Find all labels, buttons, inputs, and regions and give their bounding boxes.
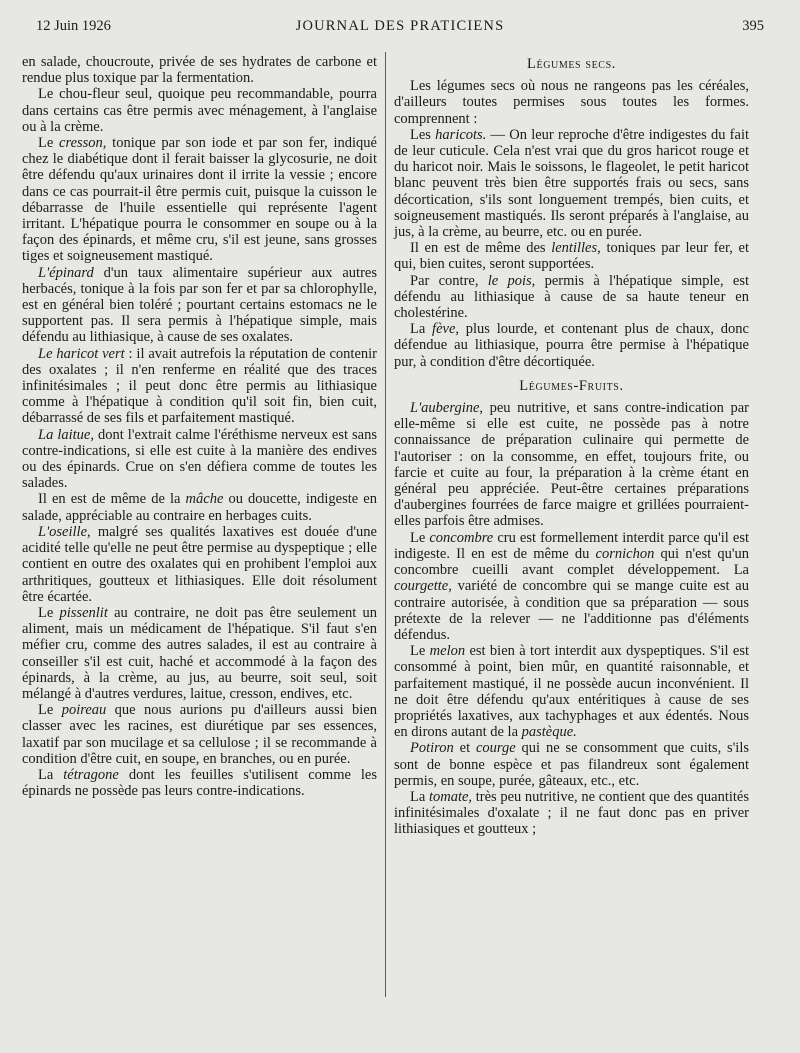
term-cresson: cresson, — [59, 135, 107, 152]
term-cornichon: cornichon — [595, 545, 655, 562]
term-haricots: haricots. — [435, 126, 487, 143]
paragraph-text: Le — [38, 135, 60, 152]
paragraph — [22, 86, 377, 135]
paragraph — [394, 530, 749, 643]
paragraph — [394, 789, 749, 838]
paragraph-text: permis à l'hépatique simple, est défendu au lithiasique à cause de sa haute teneur en cholestérine. — [394, 272, 749, 322]
paragraph-text: qui ne se consomment que cuits, s'ils sont de bonne espèce et pas filandreux sont également permis, en soupe, purée, gâteaux, etc., etc. — [394, 740, 750, 789]
term-oseille: L'oseille, — [38, 523, 91, 540]
paragraph — [394, 78, 749, 127]
section-heading-legumes-secs: Légumes secs. — [527, 56, 616, 72]
paragraph — [22, 346, 377, 427]
term-tomate: tomate, — [428, 788, 473, 805]
paragraph — [22, 767, 377, 799]
paragraph — [394, 400, 749, 530]
paragraph — [22, 427, 377, 492]
term-mache: mâche — [185, 491, 224, 508]
paragraph — [22, 702, 377, 767]
paragraph-text: toniques par leur fer, et qui, bien cuites, seront supportées. — [394, 240, 749, 273]
term-courgette: courgette, — [394, 578, 452, 595]
paragraph — [394, 127, 749, 240]
term-melon: melon — [429, 643, 466, 660]
paragraph-text: Il en est de même de la — [38, 491, 186, 508]
paragraph — [22, 524, 377, 605]
paragraph — [22, 605, 377, 702]
running-header — [36, 18, 764, 40]
paragraph-text: d'un taux alimentaire supérieur aux autres herbacés, tonique à la fois par son fer et par sa chlorophylle, est en général bien toléré ; pourtant certains estomacs ne le supportent pas. Il sera permis à l'hépatique simple, mais défendu au lithiasique, à cause de ses oxalates. — [22, 264, 377, 346]
column-divider — [385, 52, 386, 997]
term-pasteque: pastèque. — [521, 724, 577, 741]
paragraph — [22, 265, 377, 346]
term-pois: le pois, — [487, 272, 536, 289]
paragraph-text: qui n'est qu'un concombre cueilli avant complet développement. La — [394, 545, 749, 579]
paragraph-text: dont les feuilles s'utilisent comme les épinards ne possède pas leurs contre-indications. — [22, 766, 377, 800]
paragraph-text: ou doucette, indigeste en salade, appréciable au contraire en herbages cuits. — [22, 491, 377, 524]
paragraph-text: est bien à tort interdit aux dyspeptiques. S'il est consommé à point, bien mûr, en quantité raisonnable, et parfaitement mastiqué, il ne possède aucun inconvénient. Il ne doit être défendu qu'aux entéritiques à cause de ses propriétés laxatives, aux tachyphages et aux édentés. Nous en dirons autant de la — [394, 643, 749, 741]
paragraph-text: Par contre, — [410, 272, 488, 289]
paragraph-text: que nous aurions pu d'ailleurs aussi bien classer avec les racines, est diurétique par ses essences, laxatif par son mucilage et sa cellulose ; il se recommande à condition d'être cuit, en soupe, en branches, ou en purée. — [22, 702, 377, 767]
term-concombre: concombre — [429, 529, 494, 546]
paragraph-text: variété de concombre qui se mange cuite est au contraire autorisée, à condition que sa préparation — sous prétexte de la relever — ne l'additionne pas d'éléments défendus. — [394, 578, 749, 643]
term-tetragone: tétragone — [63, 766, 119, 783]
paragraph-text: Le — [410, 643, 430, 660]
issue-date: 12 Juin 1926 — [36, 18, 111, 34]
term-laitue: La laitue, — [38, 426, 94, 443]
section-heading-legumes-fruits: Légumes-Fruits. — [519, 377, 624, 394]
paragraph-text: Le — [38, 604, 60, 621]
paragraph — [394, 643, 749, 740]
term-lentilles: lentilles, — [551, 240, 601, 257]
journal-title: JOURNAL DES PRATICIENS — [295, 18, 505, 34]
paragraph — [394, 273, 749, 322]
paragraph-text: malgré ses qualités laxatives est douée d'une acidité telle qu'elle ne peut être permise au dyspeptique ; elle contient en outre des oxalates qui en prohibent l'emploi aux arthritiques, goutteux et lithiasiques. Elle doit résolument être écartée. — [22, 523, 377, 605]
paragraph-text: au contraire, ne doit pas être seulement un aliment, mais un médicament de l'hépatique. S'il faut s'en méfier cru, comme des autres salades, il est au contraire à conseiller s'il est cuit, haché et accommodé à la façon des épinards, à la crème, au jus, au beurre, soit seul, soit mélangé à d'autres verdures, laitue, cresson, endives, etc. — [22, 604, 378, 702]
paragraph-text: tonique par son iode et par son fer, indiqué chez le diabétique dont il ferait baisser la glycosurie, ne doit être défendu qu'aux urinaires dont il irrite la vessie ; encore dans ce cas pourrait-il être permis cuit, puisque la cuisson le débarrasse de l'huile essentielle qui représente l'agent irritant. L'hépatique pourra le consommer en soupe ou à la façon des épinards, et même cru, s'il est jeune, sans grosses tiges et soigneusement mastiqué. — [22, 135, 377, 265]
page-number: 395 — [742, 18, 764, 34]
paragraph — [22, 135, 377, 265]
term-epinard: L'épinard — [38, 264, 94, 281]
paragraph-text: — On leur reproche d'être indigestes du fait de leur cuticule. Cela n'est vrai que du gros haricot rouge et du haricot noir. Mais le soissons, le flageolet, le petit haricot blanc peuvent très bien être supportés frais ou secs, sans décortication, s'ils sont longuement trempés, bien cuits, et soigneusement mastiqués. Ils seront préparés à l'anglaise, au jus, à la crème, au beurre, etc. ou en purée. — [394, 126, 750, 241]
paragraph-text: La — [38, 766, 64, 783]
paragraph-text: Le — [410, 529, 430, 546]
term-courge: courge — [475, 740, 516, 757]
paragraph-text: Il en est de même des — [410, 240, 552, 257]
paragraph — [394, 740, 749, 789]
paragraph-text: : il avait autrefois la réputation de contenir des oxalates ; il n'en renferme en réalité que des traces infinitésimales ; il peut donc être permis au lithiasique comme à l'hépatique à condition qu'il soit fin, bien cuit, débarrassé de ses fils et parfaitement mastiqué. — [22, 345, 377, 427]
paragraph-text: cru est formellement interdit parce qu'il est indigeste. Il en est de même du — [394, 529, 749, 562]
right-column — [394, 54, 749, 838]
term-pissenlit: pissenlit — [59, 604, 108, 621]
paragraph — [394, 240, 749, 272]
paragraph-text: La — [410, 788, 429, 805]
term-feve: fève, — [432, 321, 460, 338]
paragraph-text: La — [410, 321, 433, 338]
paragraph-text: très peu nutritive, ne contient que des quantités infinitésimales d'oxalate ; il ne faut donc pas en priver lithiasiques et goutteux ; — [394, 788, 750, 838]
paragraph-text: et — [453, 740, 476, 757]
term-poireau: poireau — [61, 702, 107, 719]
paragraph — [394, 321, 749, 370]
paragraph-text: peu nutritive, et sans contre-indication par elle-même si elle est cuite, ne possède pas à notre connaissance de préparation culinaire qui permette de l'autoriser : on la consomme, en effet, toujours frite, ou farcie et cuite au four, la préparation à la crème étant en général peu appréciée. Peut-être certaines préparations d'aubergines fourrées de farce maigre et grillées pourraient-elles parfois être admises. — [394, 400, 749, 530]
paragraph — [22, 54, 377, 86]
paragraph-text: Le chou-fleur seul, quoique peu recommandable, pourra dans certains cas être permis avec ménagement, à l'anglaise ou à la crème. — [22, 86, 377, 135]
paragraph-text: Le — [38, 702, 62, 719]
term-potiron: Potiron — [410, 740, 454, 757]
paragraph-text: en salade, choucroute, privée de ses hydrates de carbone et rendue plus toxique par la fermentation. — [22, 54, 377, 87]
paragraph-text: Les légumes secs où nous ne rangeons pas les céréales, d'ailleurs toutes permises sous toutes les formes. comprennent : — [394, 78, 749, 127]
term-aubergine: L'aubergine, — [410, 400, 484, 417]
paragraph — [22, 491, 377, 523]
paragraph-text: dont l'extrait calme l'éréthisme nerveux est sans contre-indications, si elle est cuite à la manière des endives ou des épinards. Crue on s'en défiera comme de toutes les salades. — [22, 426, 377, 492]
paragraph-text: plus lourde, et contenant plus de chaux, donc défendue au lithiasique, pourra être permise à l'hépatique pur, à condition d'être décortiquée. — [394, 321, 749, 370]
left-column — [22, 54, 377, 799]
term-haricot-vert: Le haricot vert — [38, 345, 125, 362]
paragraph-text: Les — [410, 126, 436, 143]
